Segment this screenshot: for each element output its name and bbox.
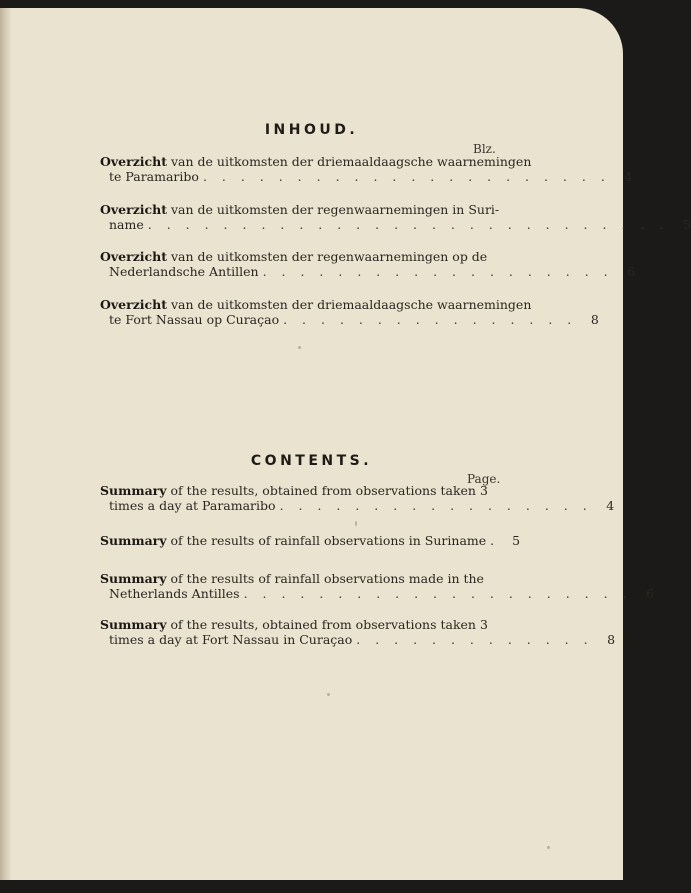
entry-text: van de uitkomsten der driemaaldaagsche waarnemingen <box>167 297 532 312</box>
paper-speck <box>298 346 301 349</box>
inhoud-entry-2 <box>100 202 691 232</box>
entry-text: van de uitkomsten der regenwaarnemingen in Suri- <box>167 202 500 217</box>
inhoud-entry-4 <box>100 297 599 327</box>
paper-speck <box>327 693 330 696</box>
inhoud-heading: INHOUD. <box>264 122 359 138</box>
entry-text: of the results, obtained from observations taken 3 <box>166 617 488 632</box>
entry-keyword: Summary <box>100 483 167 498</box>
inhoud-page-column-label: Blz. <box>473 142 496 156</box>
entry-text: of the results, obtained from observations taken 3 <box>166 483 488 498</box>
entry-text: van de uitkomsten der regenwaarnemingen op de <box>167 249 488 264</box>
inhoud-entry-1 <box>100 154 633 184</box>
entry-keyword: Overzicht <box>100 297 168 312</box>
entry-text-continued: name <box>109 216 144 232</box>
entry-text: van de uitkomsten der driemaaldaagsche waarnemingen <box>167 154 532 169</box>
inhoud-entry-3 <box>100 249 636 279</box>
page-number: 6 <box>627 263 636 279</box>
entry-keyword: Overzicht <box>100 154 168 169</box>
entry-keyword: Overzicht <box>100 202 168 217</box>
dot-leader: . . . . . . . . . . . . . . . . . <box>279 497 593 513</box>
entry-text-continued: times a day at Paramaribo <box>109 497 276 513</box>
dot-leader: . . . . . . . . . . . . . <box>356 631 594 647</box>
entry-text-continued: times a day at Fort Nassau in Curaçao <box>109 631 353 647</box>
dot-leader: . . . . . . . . . . . . . . . . <box>283 311 577 327</box>
entry-keyword: Summary <box>100 617 167 632</box>
entry-keyword: Overzicht <box>100 249 168 264</box>
contents-page-column-label: Page. <box>467 472 501 486</box>
page-number: 5 <box>512 533 521 548</box>
dot-leader: . . . . . . . . . . . . . . . . . . . . . <box>243 585 633 601</box>
contents-entry-4 <box>100 617 616 647</box>
contents-heading: CONTENTS. <box>250 453 373 469</box>
entry-text: of the results of rainfall observations made in the <box>166 571 484 586</box>
entry-text: of the results of rainfall observations in Suriname . <box>166 533 495 548</box>
contents-entry-3 <box>100 571 655 601</box>
dot-leader: . . . . . . . . . . . . . . . . . . . <box>262 263 614 279</box>
entry-keyword: Summary <box>100 571 167 586</box>
page-number: 4 <box>606 497 615 513</box>
dot-leader: . . . . . . . . . . . . . . . . . . . . . . . . . . . . <box>147 216 669 232</box>
page-number: 6 <box>646 585 655 601</box>
paper-speck <box>547 846 550 849</box>
page-number: 8 <box>607 631 616 647</box>
entry-text-continued: Netherlands Antilles <box>109 585 240 601</box>
entry-keyword: Summary <box>100 533 167 548</box>
entry-text-continued: Nederlandsche Antillen <box>109 263 259 279</box>
contents-entry-1 <box>100 483 615 513</box>
page-number: 5 <box>682 216 691 232</box>
document-page <box>0 8 691 880</box>
page-binding-edge <box>0 8 11 880</box>
paper-speck <box>355 521 357 526</box>
dot-leader: . . . . . . . . . . . . . . . . . . . . . . <box>202 168 611 184</box>
page-number: 8 <box>590 311 599 327</box>
page-number: 4 <box>624 168 633 184</box>
contents-entry-2 <box>100 533 521 549</box>
entry-text-continued: te Paramaribo <box>109 168 199 184</box>
entry-text-continued: te Fort Nassau op Curaçao <box>109 311 280 327</box>
